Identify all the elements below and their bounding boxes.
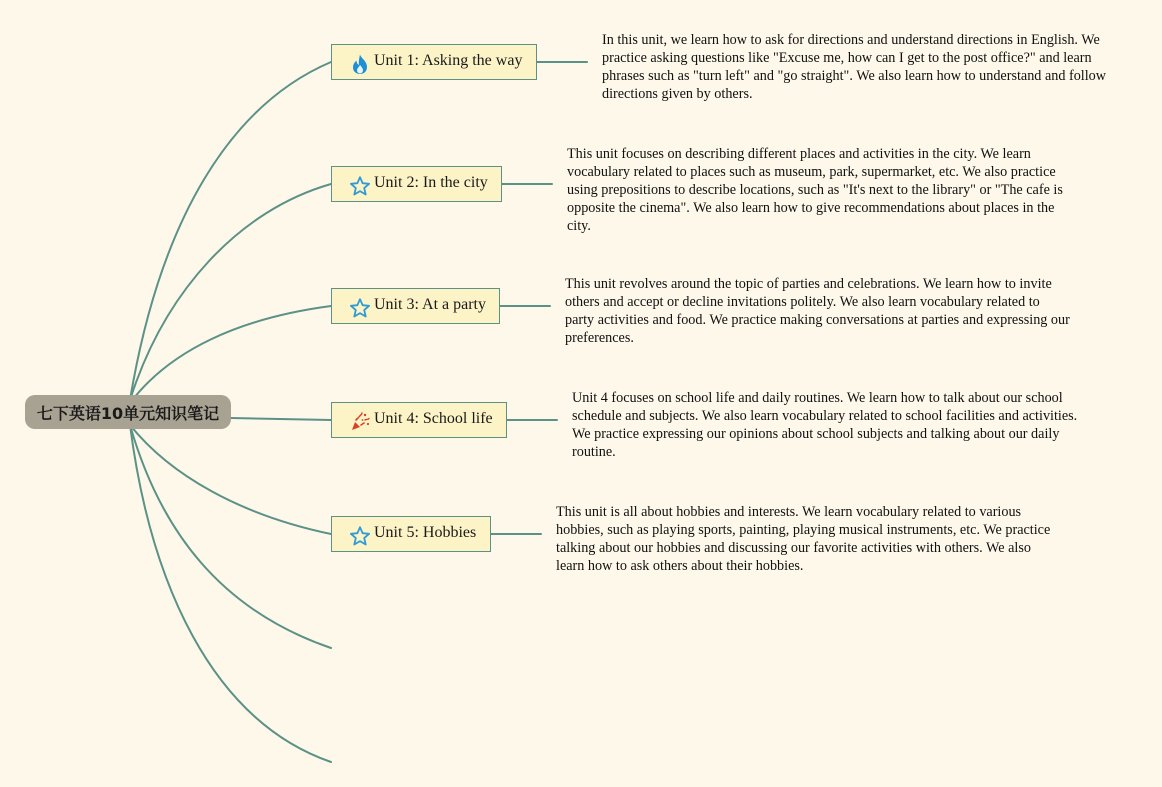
- star-outline-icon: [349, 297, 371, 319]
- flame-icon: [349, 53, 371, 75]
- note-unit-5: This unit is all about hobbies and interests. We learn vocabulary related to various hobbies, such as playing sports, painting, playing musical instruments, etc. We practice talking about our hobbies and discussing our favorite activities with others. We also learn how to ask others about their hobbies.: [556, 504, 1051, 574]
- note-unit-3: This unit revolves around the topic of parties and celebrations. We learn how to invite others and accept or decline invitations politely. We also learn vocabulary related to party activities and food. We practice making conversations at parties and expressing our preferences.: [565, 276, 1070, 346]
- note-unit-4: Unit 4 focuses on school life and daily routines. We learn how to talk about our school schedule and subjects. We also learn vocabulary related to school facilities and activities. We practice expressing our opinions about school subjects and talking about our daily routine.: [572, 390, 1078, 460]
- root-topic[interactable]: [25, 395, 231, 429]
- connector-branch-7: [130, 425, 331, 762]
- star-outline-icon: [349, 175, 371, 197]
- connector-unit-2: [130, 184, 331, 400]
- topic-unit-5[interactable]: [331, 516, 491, 552]
- party-popper-icon: [349, 411, 371, 433]
- star-outline-icon: [349, 525, 371, 547]
- connector-unit-1: [130, 62, 331, 400]
- topic-unit-1[interactable]: [331, 44, 537, 80]
- topic-unit-5-label: Unit 5: Hobbies: [374, 524, 477, 541]
- topic-unit-1-label: Unit 1: Asking the way: [374, 52, 523, 69]
- note-unit-2: This unit focuses on describing different places and activities in the city. We learn vocabulary related to places such as museum, park, supermarket, etc. We also practice using prepositions to describe locations, such as "It's next to the library" or "The cafe is opposite the cinema". We also learn how to give recommendations about places in the city.: [567, 146, 1063, 234]
- connector-branch-6: [130, 425, 331, 648]
- connector-unit-5: [130, 425, 331, 534]
- topic-unit-3[interactable]: [331, 288, 500, 324]
- root-topic-label: 七下英语10单元知识笔记: [36, 403, 220, 423]
- topic-unit-4-label: Unit 4: School life: [374, 410, 493, 427]
- note-unit-1: In this unit, we learn how to ask for directions and understand directions in English. We practice asking questions like "Excuse me, how can I get to the post office?" and learn phrases such as "turn left" and "go straight". We also learn how to understand and follow directions given by others.: [602, 32, 1107, 102]
- topic-unit-2[interactable]: [331, 166, 502, 202]
- topic-unit-3-label: Unit 3: At a party: [374, 296, 486, 313]
- connector-unit-3: [130, 306, 331, 403]
- topic-unit-2-label: Unit 2: In the city: [374, 174, 488, 191]
- connector-unit-4: [231, 418, 331, 420]
- topic-unit-4[interactable]: [331, 402, 507, 438]
